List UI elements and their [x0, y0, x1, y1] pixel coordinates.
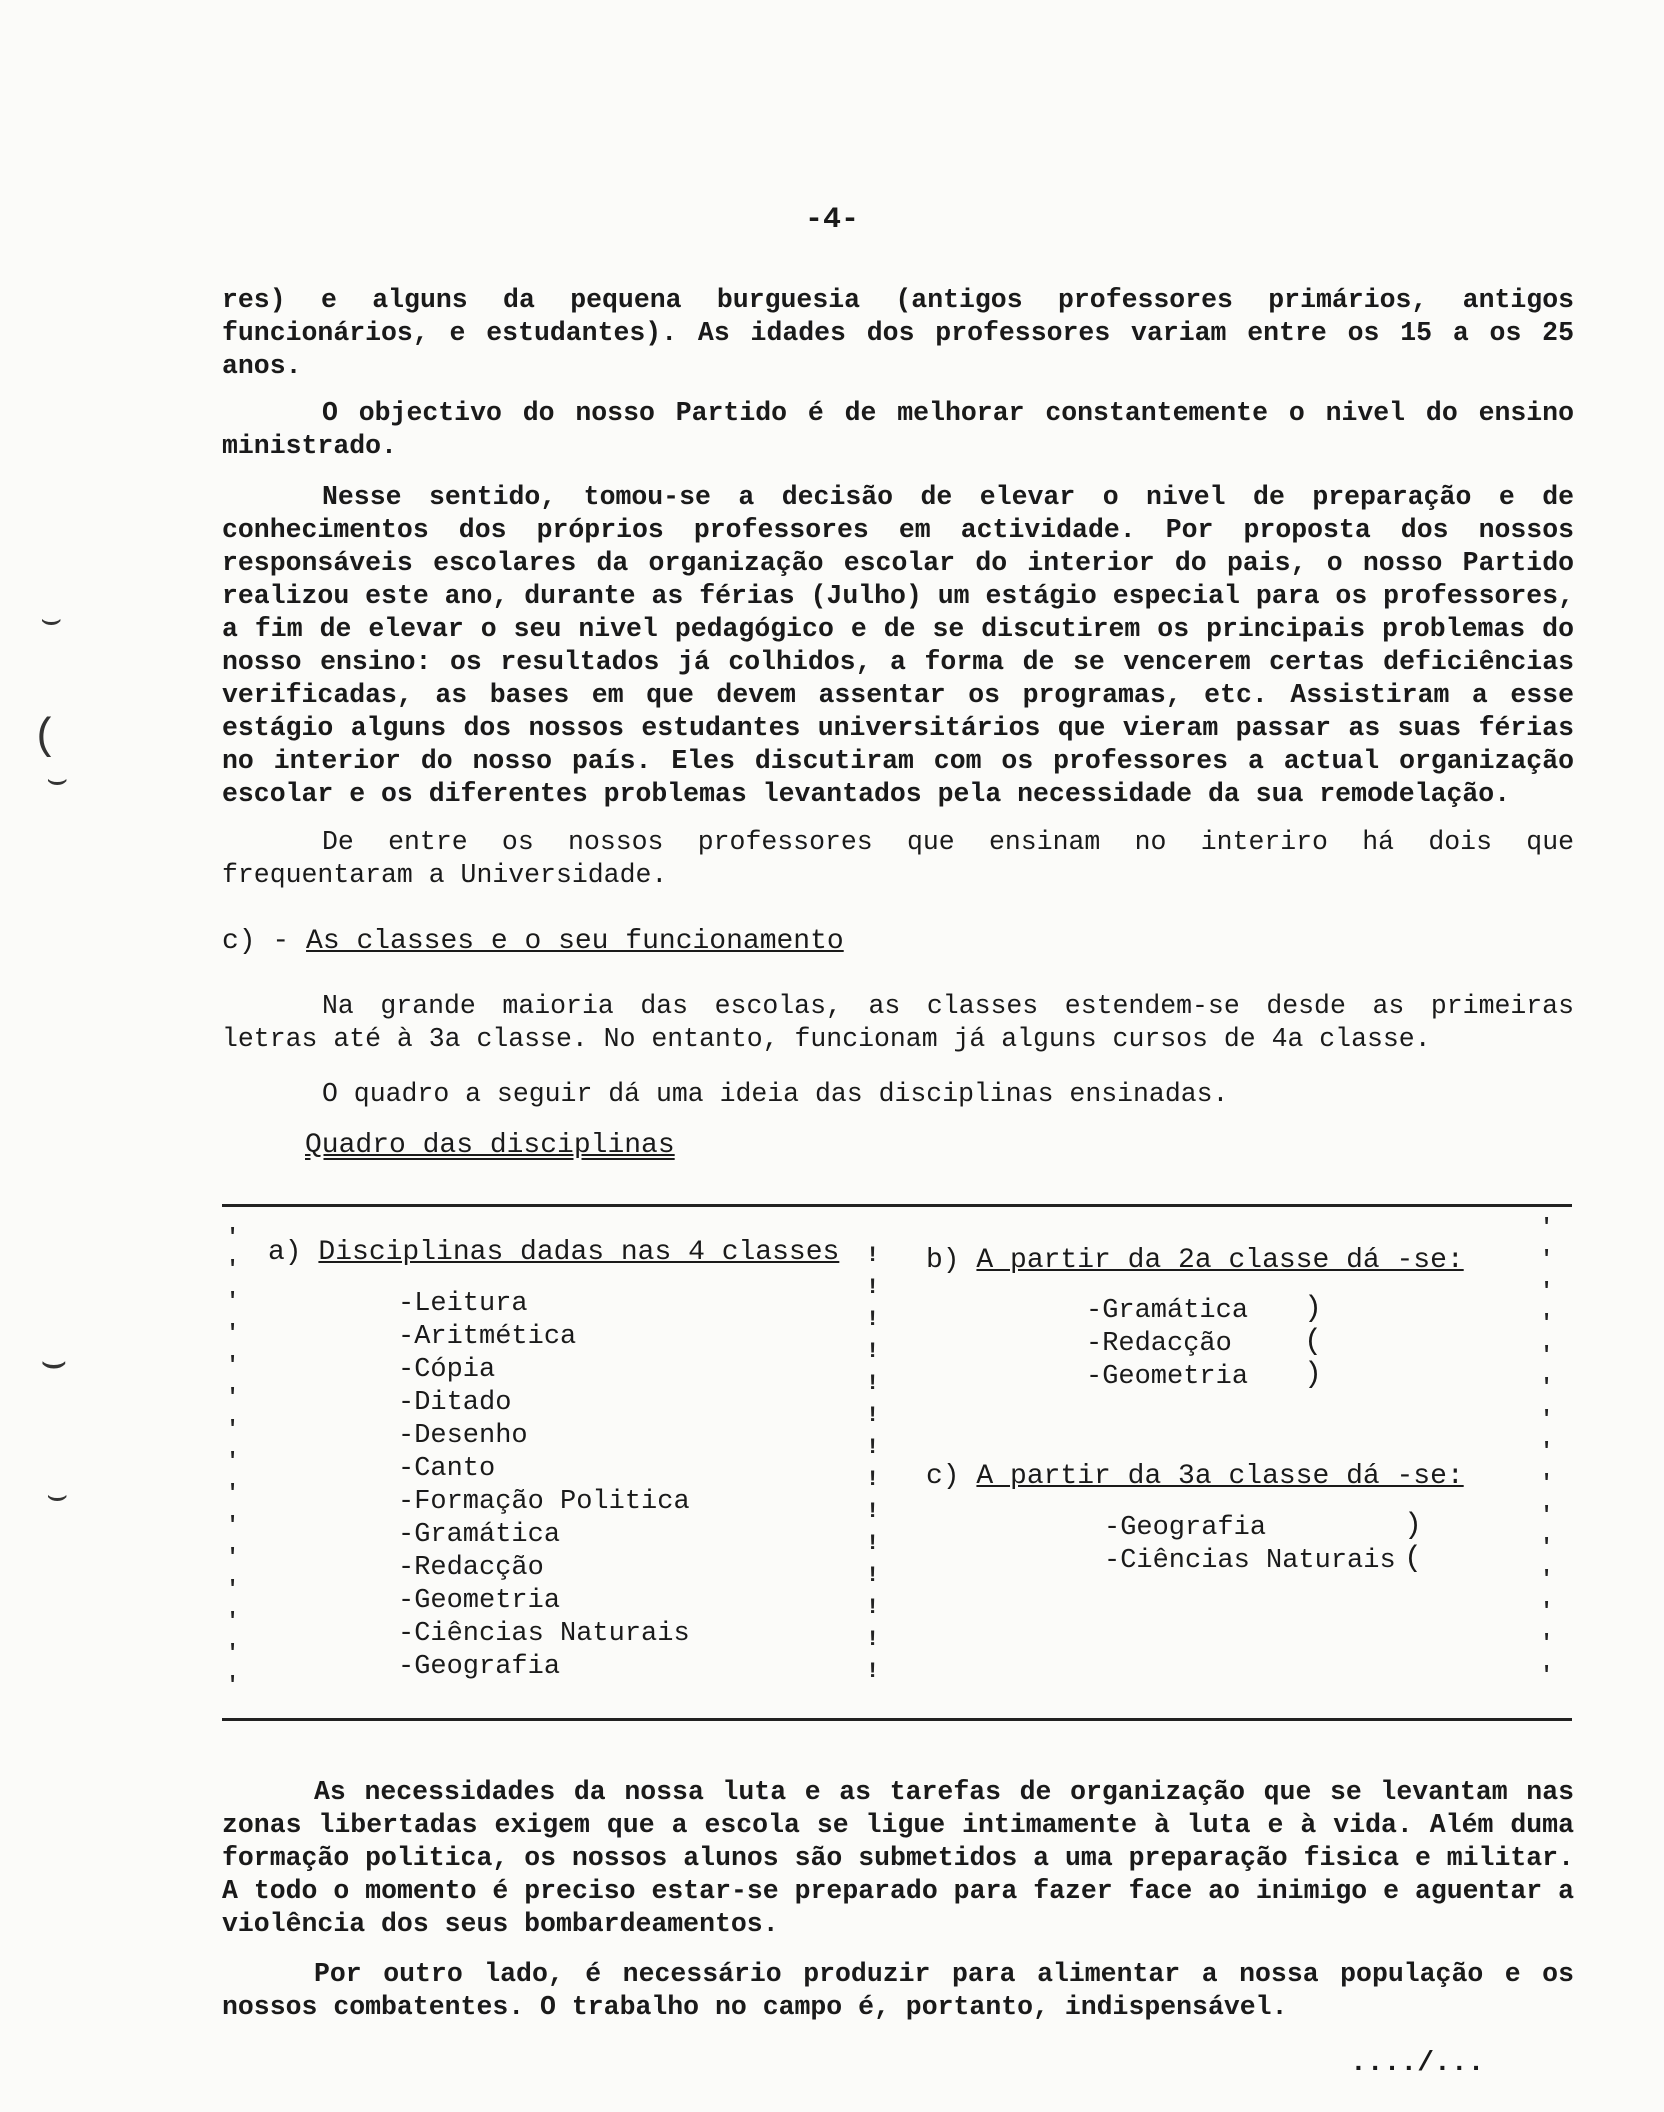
paragraph: Nesse sentido, tomou-se a decisão de elevar o nivel de preparação e de conhecimentos dos próprios professores em actividade. Por proposta dos nossos responsáveis escolares da organização escolar do interior do pais, o nosso Partido realizou este ano, durante as férias (Julho) um estágio especial para os professores, a fim de elevar o seu nivel pedagógico e de se discutirem os principais problemas do nosso ensino: os resultados já colhidos, a forma de se vencerem certas deficiências verificadas, as bases em que devem assentar os programas, etc. Assistiram a esse estágio alguns dos nossos estudantes universitários que vieram passar as suas férias no interior do nosso país. Eles discutiram com os professores a actual organização escolar e os diferentes problemas levantados pela necessidade da sua remodelação. — [222, 482, 1574, 809]
column-b-label: b) — [926, 1245, 960, 1276]
column-c-title: A partir da 3a classe dá -se: — [976, 1461, 1464, 1492]
left-border: ' ' ' ' ' ' ' ' ' ' ' ' ' ' ' — [226, 1225, 240, 1698]
list-item: -Leitura — [398, 1289, 528, 1319]
list-item: -Geometria — [1086, 1362, 1249, 1392]
margin-mark: ⌣ — [46, 1479, 69, 1517]
table-bottom-rule — [222, 1718, 1572, 1721]
paragraph: Por outro lado, é necessário produzir para alimentar a nossa população e os nossos combatentes. O trabalho no campo é, portanto, indispensável. — [222, 1959, 1574, 2022]
list-item: -Cópia — [398, 1355, 496, 1385]
list-item: -Formação Politica — [398, 1487, 690, 1517]
column-b-list — [1086, 1295, 1248, 1394]
list-item: -Geometria — [398, 1586, 561, 1616]
list-item: -Redacção — [398, 1553, 544, 1583]
section-title: As classes e o seu funcionamento — [306, 926, 844, 957]
column-b-title: A partir da 2a classe dá -se: — [976, 1245, 1464, 1276]
list-item: -Ciências Naturais — [398, 1619, 690, 1649]
table-title: Quadro das disciplinas — [305, 1130, 675, 1161]
margin-mark: ( — [32, 712, 59, 762]
column-a-label: a) — [268, 1237, 302, 1268]
list-item: -Ditado — [398, 1388, 512, 1418]
margin-mark: ⌣ — [40, 1340, 68, 1388]
section-label: c) - — [222, 926, 290, 957]
column-c-heading — [926, 1461, 1464, 1492]
column-b-heading — [926, 1245, 1464, 1276]
list-item: -Redacção — [1086, 1329, 1232, 1359]
list-item: -Geografia — [398, 1652, 561, 1682]
list-item: -Gramática — [1086, 1296, 1249, 1326]
column-a-title: Disciplinas dadas nas 4 classes — [318, 1237, 840, 1268]
bracket-mark: ) ( ) — [1304, 1292, 1323, 1392]
margin-mark: ⌣ — [46, 763, 69, 801]
paragraph: O quadro a seguir dá uma ideia das disciplinas ensinadas. — [322, 1079, 1229, 1109]
section-heading — [222, 926, 844, 957]
margin-mark: ⌣ — [40, 603, 63, 641]
right-border: ' ' ' ' ' ' ' ' ' ' ' ' ' ' ' — [1540, 1215, 1554, 1688]
paragraph: res) e alguns da pequena burguesia (antigos professores primários, antigos funcionários, e estudantes). As idades dos professores variam entre os 15 a os 25 anos. — [222, 285, 1574, 381]
column-a-heading — [268, 1237, 839, 1268]
middle-border: ! ! ! ! ! ! ! ! ! ! ! ! ! ! — [866, 1243, 880, 1684]
paragraph: De entre os nossos professores que ensinam no interiro há dois que frequentaram a Universidade. — [222, 827, 1574, 890]
bracket-mark: ) ( — [1404, 1509, 1423, 1576]
list-item: -Geografia — [1104, 1513, 1267, 1543]
paragraph: Na grande maioria das escolas, as classes estendem-se desde as primeiras letras até à 3a classe. No entanto, funcionam já alguns cursos de 4a classe. — [222, 991, 1574, 1054]
list-item: -Desenho — [398, 1421, 528, 1451]
continuation-mark: ..../... — [1350, 2048, 1485, 2079]
paragraph: As necessidades da nossa luta e as tarefas de organização que se levantam nas zonas libertadas exigem que a escola se ligue intimamente à luta e à vida. Além duma formação politica, os nossos alunos são submetidos a uma preparação fisica e militar. A todo o momento é preciso estar-se preparado para fazer face ao inimigo e aguentar a violência dos seus bombardeamentos. — [222, 1777, 1574, 1939]
column-a-list — [398, 1288, 690, 1684]
list-item: -Ciências Naturais — [1104, 1546, 1396, 1576]
list-item: -Gramática — [398, 1520, 561, 1550]
column-c-list — [1104, 1512, 1396, 1578]
intro-text — [222, 284, 1574, 811]
table-top-rule — [222, 1204, 1572, 1207]
list-item: -Aritmética — [398, 1322, 577, 1352]
column-c-label: c) — [926, 1461, 960, 1492]
paragraph: O objectivo do nosso Partido é de melhorar constantemente o nivel do ensino ministrado. — [222, 398, 1574, 461]
page-number: -4- — [804, 203, 859, 237]
list-item: -Canto — [398, 1454, 496, 1484]
